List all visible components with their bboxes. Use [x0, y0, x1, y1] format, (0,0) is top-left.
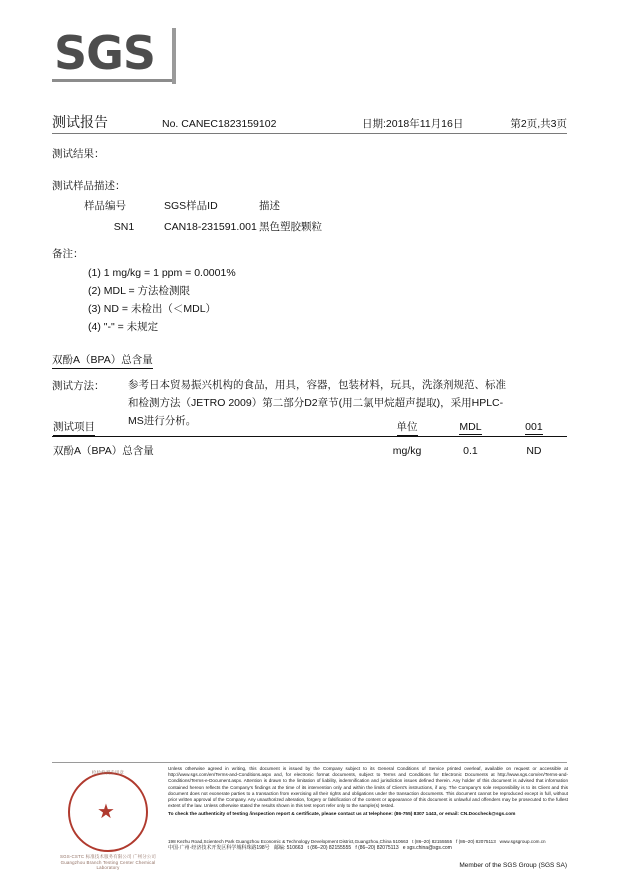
- cell-sample-no: SN1: [113, 220, 135, 233]
- column-header-sample-no: 样品编号: [84, 200, 126, 212]
- table-row: [84, 219, 419, 234]
- stamp-arc-bottom-text: SGS-CSTC 标准技术服务有限公司 广州分公司: [60, 854, 156, 859]
- footer-address-cn: 中国·广州·经济技术开发区科学城科珠路198号: [168, 845, 270, 851]
- test-method-text: 参考日本贸易振兴机构的食品，用具，容器，包装材料，玩具，洗涤剂规范、标准和检测方法（JETRO 2009）第二部分D2章节(用二氯甲烷超声提取)，采用HPLC-MS进行分析。: [128, 379, 506, 427]
- results-table-divider: [52, 436, 567, 437]
- footer-address-block: [168, 838, 568, 852]
- page-number: 第2页,共3页: [510, 118, 567, 130]
- sample-description-label: 测试样品描述：: [52, 180, 126, 192]
- stamp-arc-bottom-text-2: Guangzhou Branch Testing Center Chemical Laboratory: [60, 860, 156, 870]
- cell-result: ND: [526, 444, 542, 457]
- column-header-test-item-text: 测试项目: [53, 419, 95, 436]
- footer-disclaimer-text: Unless otherwise agreed in writing, this document is issued by the Company subject to its General Conditions of Service printed overleaf, available on request or accessible at http://www.sgs.com/en/Terms-and-Conditions.aspx and, for electronic format documents, subject to Terms and Conditions for Electronic Documents at http://www.sgs.com/en/Terms-and-Conditions/Terms-e-Document.aspx. Attention is drawn to the limitation of liability, indemnification and jurisdiction issues defined therein. Any holder of this document is advised that information contained hereon reflects the Company's findings at the time of its intervention only and within the limits of Client's instructions, if any. The Company's sole responsibility is to its Client and this document does not exonerate parties to a transaction from exercising all their rights and obligations under the transaction documents. This document cannot be reproduced except in full, without prior written approval of the Company. Any unauthorized alteration, forgery or falsification of the content or appearance of this document is unlawful and offenders may be prosecuted to the fullest extent of the law. Unless otherwise stated the results shown in this test report refer only to the sample(s) tested.: [168, 766, 568, 809]
- cell-sgs-id: CAN18-231591.001: [164, 220, 257, 233]
- page-title: 测试报告: [52, 114, 108, 130]
- table-row: [52, 439, 567, 459]
- sgs-logo: [52, 26, 182, 82]
- footer-zip-cn: 邮编: 510663: [273, 845, 304, 851]
- list-item: (3) ND = 未检出（＜MDL）: [88, 303, 217, 315]
- remarks-label: 备注：: [52, 248, 84, 260]
- star-icon: ★: [97, 801, 115, 823]
- cell-test-item: 双酚A（BPA）总含量: [53, 445, 154, 457]
- remarks-list: [88, 264, 236, 336]
- sgs-logo-text: SGS: [54, 26, 156, 80]
- list-item: (2) MDL = 方法检测限: [88, 285, 190, 297]
- logo-vertical-bar: [172, 28, 176, 84]
- footer-tel-cn: t (86–20) 82155555: [307, 845, 352, 851]
- report-header-row: [52, 112, 567, 132]
- report-date: 日期:2018年11月16日: [362, 118, 464, 130]
- bpa-section-title: [52, 352, 153, 369]
- results-label: 测试结果：: [52, 148, 105, 160]
- footer-divider: [52, 762, 567, 763]
- footer-tel-en: t (86–20) 82155555: [412, 839, 453, 844]
- footer-address-cn-row: [168, 845, 568, 852]
- list-item: (4) "-" = 未规定: [88, 321, 159, 333]
- column-header-unit-text: 单位: [397, 419, 418, 436]
- results-table: [52, 418, 567, 459]
- cell-unit: mg/kg: [392, 444, 422, 457]
- stamp-arc-top-text: 检验检测专用章: [91, 770, 125, 775]
- footer-authenticity-notice: To check the authenticity of testing /inspection report & certificate, please contact us at telephone: (86-755) 8307 1443, or email: CN.Doccheck@sgs.com: [168, 812, 516, 818]
- column-header-sgs-id: SGS样品ID: [164, 200, 218, 212]
- column-header-description: 描述: [259, 200, 280, 212]
- footer-fax-en: f (86–20) 82075113: [456, 839, 496, 844]
- report-number: No. CANEC1823159102: [162, 118, 277, 130]
- footer-email-cn: e sgs.china@sgs.com: [402, 845, 452, 851]
- footer-web: www.sgsgroup.com.cn: [499, 839, 546, 844]
- footer-member-line: Member of the SGS Group (SGS SA): [459, 862, 567, 869]
- footer-disclaimer: [168, 766, 568, 819]
- footer-fax-cn: f (86–20) 82075113: [355, 845, 399, 851]
- bpa-section-title-text: 双酚A（BPA）总含量: [52, 352, 153, 369]
- cell-mdl: 0.1: [463, 444, 478, 457]
- test-method-label: 测试方法：: [52, 380, 105, 392]
- column-header-result-001-text: 001: [525, 420, 543, 433]
- company-stamp: [55, 768, 160, 870]
- column-header-mdl-text: MDL: [459, 420, 482, 433]
- footer-address-en: 198 Kezhu Road,Scientech Park Guangzhou Economic & Technology Development District,Guangzhou,China 510663: [168, 839, 409, 844]
- header-divider: [52, 133, 567, 134]
- cell-description: 黑色塑胶颗粒: [259, 221, 322, 233]
- list-item: (1) 1 mg/kg = 1 ppm = 0.0001%: [88, 267, 236, 279]
- sample-table: [84, 198, 419, 234]
- table-header-row: [84, 198, 419, 219]
- footer-address-en-row: [168, 838, 568, 845]
